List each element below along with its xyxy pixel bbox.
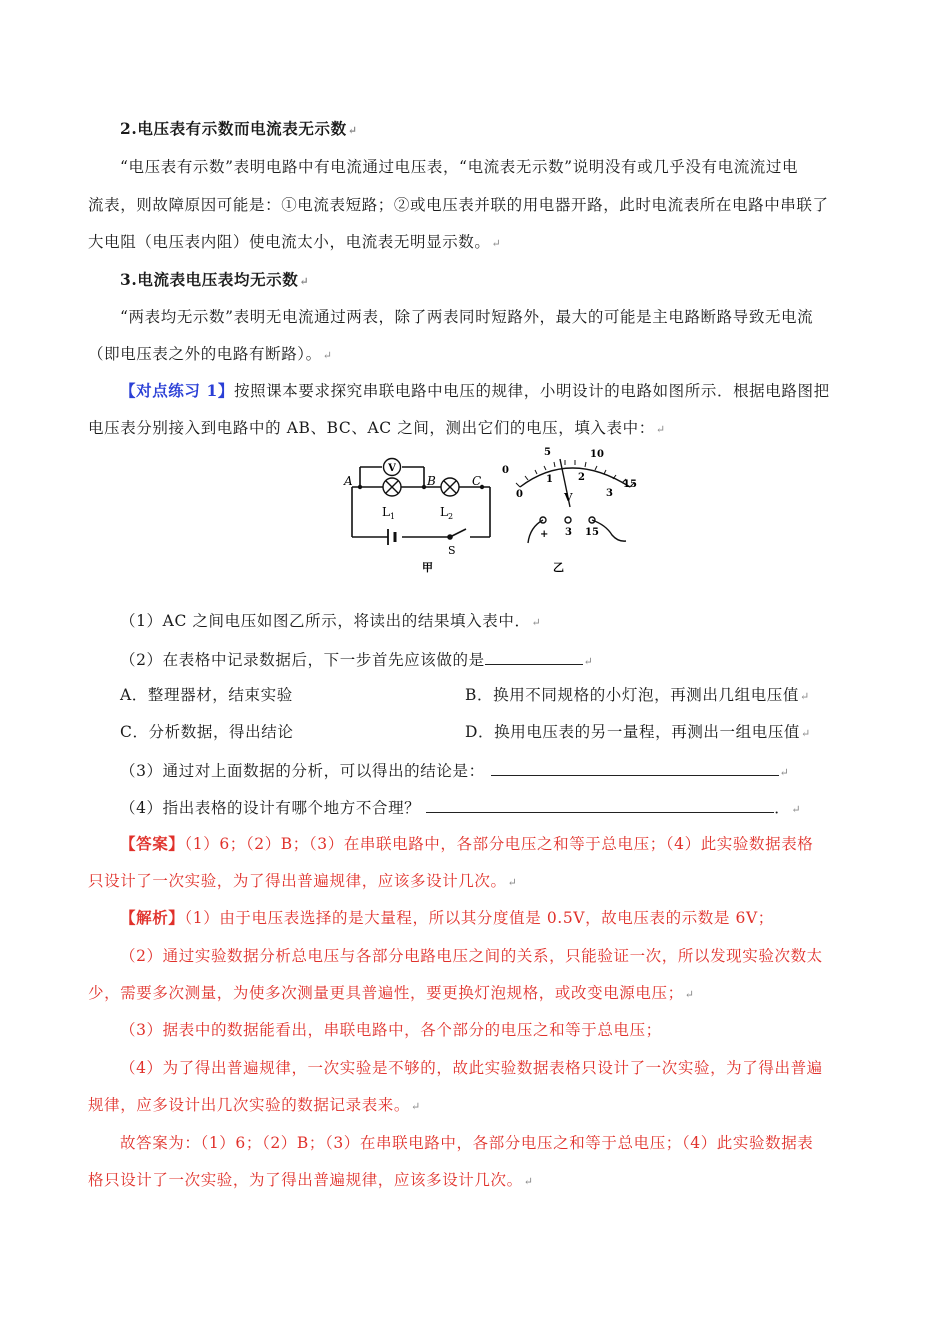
exercise-intro-line-1: 【对点练习 1】按照课本要求探究串联电路中电压的规律，小明设计的电路如图所示．根据电路图把	[120, 381, 830, 400]
terminal-plus: +	[540, 529, 549, 540]
label-L2: $L_2$	[440, 505, 454, 521]
meter-inner-tick-3: 3	[606, 488, 613, 499]
option-D: D．换用电压表的另一量程，再测出一组电压值↵	[465, 723, 811, 741]
answer-line-1: 【答案】（1）6；（2）B；（3）在串联电路中，各部分电压之和等于总电压；（4）此实验数据表格	[120, 834, 814, 853]
section-3-paragraph-line-2: （即电压表之外的电路有断路）。↵	[88, 345, 333, 363]
option-B: B．换用不同规格的小灯泡，再测出几组电压值↵	[465, 686, 810, 704]
final-answer-line-1: 故答案为：（1）6；（2）B；（3）在串联电路中，各部分电压之和等于总电压；（4）此实验数据表	[120, 1134, 814, 1152]
label-S: S	[448, 544, 456, 557]
section-3-title: 3.电流表电压表均无示数↵	[120, 270, 310, 289]
lamp-L1-symbol	[383, 478, 401, 496]
answer-line-2: 只设计了一次实验，为了得出普遍规律，应该多设计几次。↵	[88, 872, 518, 890]
meter-unit-V: V	[564, 491, 573, 504]
terminal-3: 3	[565, 527, 572, 538]
meter-outer-tick-0: 0	[502, 465, 509, 476]
analysis-part-2-line-1: （2）通过实验数据分析总电压与各部分电路电压之间的关系，只能验证一次，所以发现实验次数太	[120, 947, 823, 965]
question-4: （4）指出表格的设计有哪个地方不合理？ ．↵	[120, 799, 802, 817]
section-3-paragraph-line-1: “两表均无示数”表明无电流通过两表，除了两表同时短路外，最大的可能是主电路断路导致无电流	[120, 308, 814, 326]
section-2-paragraph-line-3: 大电阻（电压表内阻）使电流太小，电流表无明显示数。↵	[88, 233, 502, 251]
node-A-dot	[358, 485, 362, 489]
analysis-part-4-line-2: 规律，应多设计出几次实验的数据记录表来。↵	[88, 1096, 421, 1114]
options-row-2	[120, 722, 820, 742]
svg-text:V: V	[388, 463, 396, 474]
question-1: （1）AC 之间电压如图乙所示，将读出的结果填入表中．↵	[120, 612, 542, 630]
meter-outer-tick-10: 10	[590, 449, 604, 460]
exercise-tag: 【对点练习 1】	[120, 381, 234, 400]
lamp-L2-symbol	[441, 478, 459, 496]
question-2: （2）在表格中记录数据后，下一步首先应该做的是 ↵	[120, 651, 594, 669]
label-C: C	[472, 474, 482, 488]
question-3-blank[interactable]	[491, 760, 779, 776]
analysis-part-1: 【解析】（1）由于电压表选择的是大量程，所以其分度值是 0.5V，故电压表的示数是 6V；	[120, 908, 774, 927]
section-2-paragraph-line-1: “电压表有示数”表明电路中有电流通过电压表，“电流表无示数”说明没有或几乎没有电流流过电	[120, 158, 799, 176]
terminal-15: 15	[585, 527, 599, 538]
label-L1: $L_1$	[382, 505, 396, 521]
exercise-intro-line-2: 电压表分别接入到电路中的 AB、BC、AC 之间，测出它们的电压，填入表中：↵	[88, 419, 666, 437]
options-row-1	[120, 685, 820, 705]
analysis-part-2-line-2: 少，需要多次测量，为使多次测量更具普遍性，要更换灯泡规格，或改变电源电压；↵	[88, 984, 695, 1002]
answer-tag: 【答案】	[120, 834, 185, 853]
analysis-tag: 【解析】	[120, 908, 185, 927]
option-A: A．整理器材，结束实验	[120, 686, 293, 704]
option-C: C．分析数据，得出结论	[120, 723, 294, 741]
meter-dial	[516, 459, 634, 507]
meter-outer-tick-5: 5	[544, 447, 551, 458]
voltmeter-symbol	[384, 459, 401, 476]
section-2-paragraph-line-2: 流表，则故障原因可能是：①电流表短路；②或电压表并联的用电器开路，此时电流表所在电路中串联了	[88, 196, 829, 214]
label-A: A	[344, 474, 353, 488]
analysis-part-4-line-1: （4）为了得出普遍规律，一次实验是不够的，故此实验数据表格只设计了一次实验，为了得出普遍	[120, 1059, 823, 1077]
circuit-diagram	[352, 467, 490, 545]
final-answer-line-2: 格只设计了一次实验，为了得出普遍规律，应该多设计几次。↵	[88, 1171, 534, 1189]
question-3: （3）通过对上面数据的分析，可以得出的结论是： ↵	[120, 762, 790, 780]
meter-inner-tick-2: 2	[578, 472, 585, 483]
caption-jia: 甲	[422, 561, 433, 574]
caption-yi: 乙	[553, 561, 564, 574]
question-2-blank[interactable]	[485, 649, 583, 665]
meter-inner-tick-1: 1	[546, 474, 553, 485]
question-4-blank[interactable]	[426, 797, 774, 813]
analysis-part-3: （3）据表中的数据能看出，串联电路中，各个部分的电压之和等于总电压；	[120, 1021, 662, 1039]
label-B: B	[427, 474, 436, 488]
section-2-title: 2.电压表有示数而电流表无示数↵	[120, 119, 358, 138]
meter-outer-tick-15: 15	[623, 479, 637, 490]
meter-inner-tick-0: 0	[516, 489, 523, 500]
circuit-figure	[330, 445, 650, 580]
node-B-dot	[422, 485, 426, 489]
